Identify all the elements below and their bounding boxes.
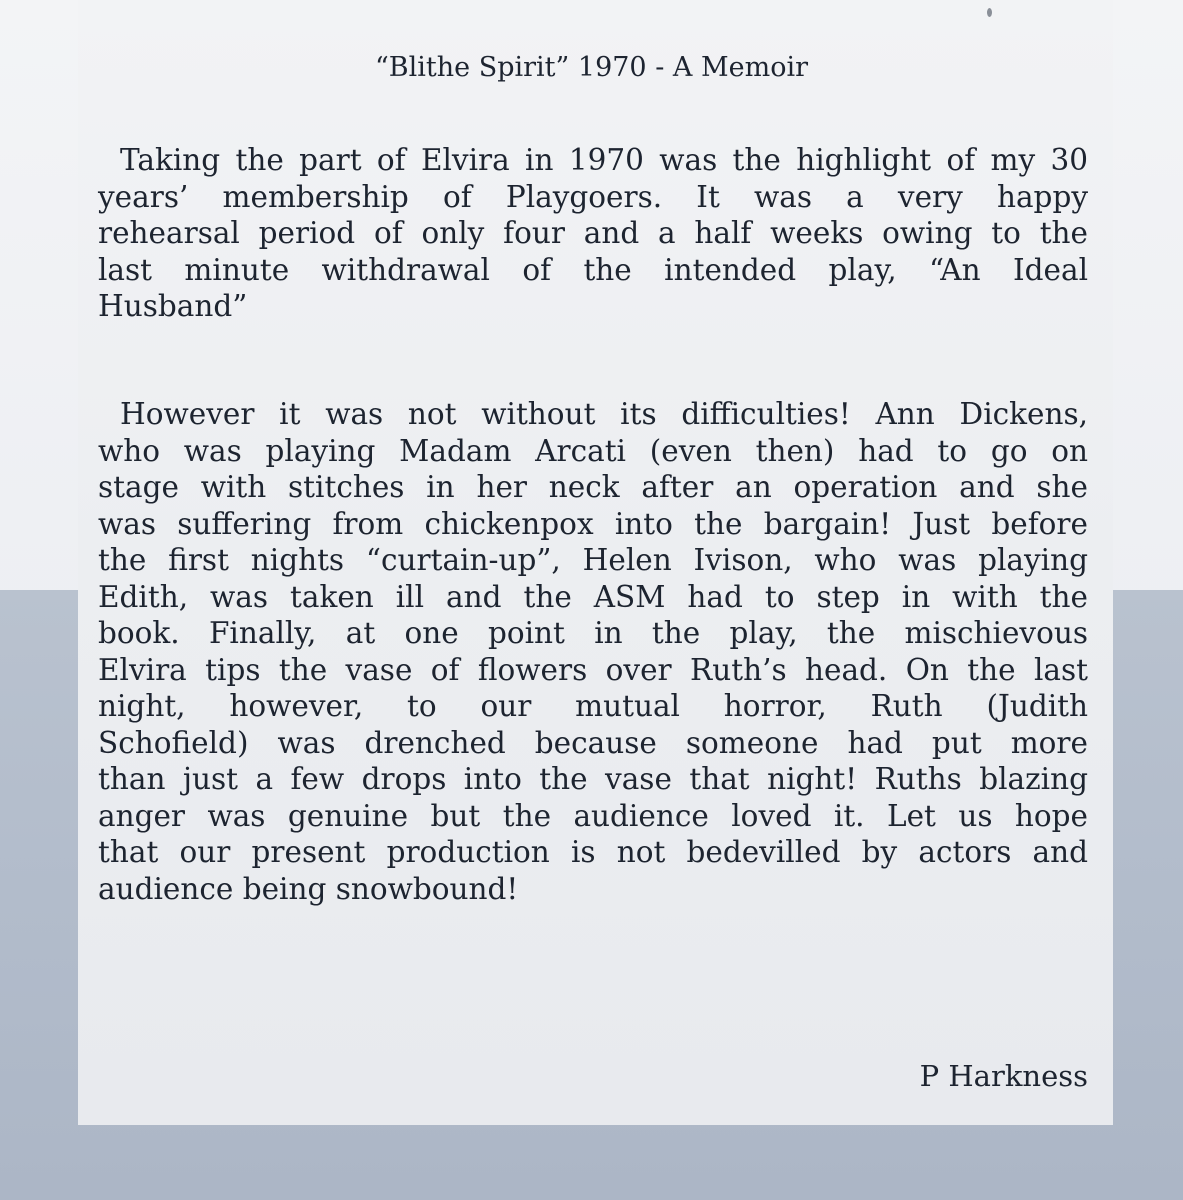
signature: P Harkness	[919, 1059, 1088, 1093]
paragraph-line: years’ membership of Playgoers. It was a very happy	[98, 179, 1088, 214]
paragraph-line: Husband”	[98, 289, 248, 323]
paragraph-line: stage with stitches in her neck after an operation and she	[98, 470, 1088, 504]
paragraph-line: book. Finally, at one point in the play, the mischievous	[98, 616, 1088, 650]
paragraph-line: audience being snowbound!	[98, 871, 519, 906]
paragraph-line: who was playing Madam Arcati (even then) had to go on	[98, 433, 1088, 468]
paragraph-line: However it was not without its difficulties! Ann Dickens,	[120, 397, 1088, 431]
paragraph-line: anger was genuine but the audience loved it. Let us hope	[98, 798, 1088, 833]
paragraph-line: night, however, to our mutual horror, Ruth (Judith	[98, 689, 1088, 723]
paragraph-line: than just a few drops into the vase that night! Ruths blazing	[98, 762, 1088, 796]
paragraph-line: was suffering from chickenpox into the bargain! Just before	[98, 506, 1088, 541]
paragraph-2	[98, 396, 1088, 907]
paragraph-line: Schofield) was drenched because someone had put more	[98, 725, 1088, 760]
paragraph-line: Taking the part of Elvira in 1970 was the highlight of my 30	[120, 143, 1088, 177]
paragraph-line: rehearsal period of only four and a half weeks owing to the	[98, 216, 1088, 250]
paper-speck	[987, 8, 992, 17]
paragraph-line: that our present production is not bedevilled by actors and	[98, 835, 1088, 869]
page-title: “Blithe Spirit” 1970 - A Memoir	[374, 52, 808, 83]
paragraph-1	[98, 142, 1088, 325]
paragraph-line: Elvira tips the vase of flowers over Ruth’s head. On the last	[98, 652, 1088, 687]
paragraph-line: the first nights “curtain-up”, Helen Ivison, who was playing	[98, 543, 1088, 577]
paragraph-line: Edith, was taken ill and the ASM had to step in with the	[98, 579, 1088, 614]
paragraph-line: last minute withdrawal of the intended play, “An Ideal	[98, 252, 1088, 287]
